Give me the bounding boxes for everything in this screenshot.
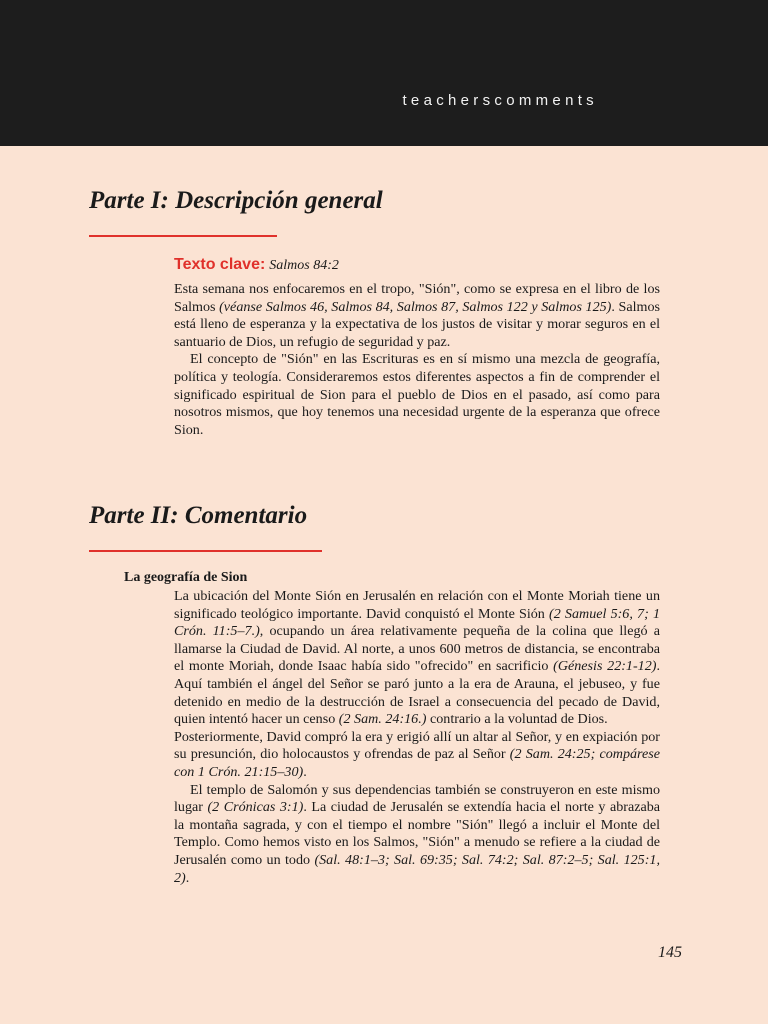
text-run: , ocupando un área relativamente pequeña de la colina que llegó a llamarse la Ciudad de David. Al norte, a unos 600 metros de distancia, se encontraba el monte Moriah, donde Isaac había sido "ofrecido" en sacrificio (174, 623, 661, 675)
text-run: contrario a la voluntad de Dios. (426, 711, 608, 728)
scripture-reference: (Sal. 48:1–3; Sal. 69:35; Sal. 74:2; Sal. 87:2–5; Sal. 125:1, 2) (174, 851, 660, 886)
part1-paragraph-2: El concepto de "Sión" en las Escrituras es en sí mismo una mezcla de geografía, política y teología. Consideraremos estos diferentes aspectos a fin de comprender el significado espiritual de Sion para el pueblo de Dios en el pasado, así como para nosotros mismos, que hoy tenemos una necesidad urgente de la esperanza que ofrece Sion. (174, 351, 660, 438)
page-number: 145 (658, 944, 682, 961)
scripture-reference: (2 Sam. 24:16.) (338, 711, 427, 728)
part2-body (174, 588, 660, 887)
part2-paragraph-1 (174, 588, 660, 729)
section-subheading: La geografía de Sion (124, 570, 248, 585)
text-run: . Salmos está lleno de esperanza y la expectativa de los justos de visitar y morar seguros en el santuario de Dios, un refugio de seguridad y paz. (174, 298, 660, 350)
brand-wordmark: teacherscomments (402, 92, 598, 109)
part1-paragraph-1 (174, 281, 660, 351)
text-run: . (185, 869, 190, 886)
header-bar (0, 0, 768, 146)
scripture-reference: (2 Samuel 5:6, 7; 1 Crón. 11:5–7.) (174, 605, 660, 640)
text-run: . La ciudad de Jerusalén se extendía hacia el norte y abrazaba la montaña sagrada, y con el tiempo el nombre "Sión" llegó a incluir el Monte del Templo. Como hemos visto en los Salmos, "Sión" a menudo se refiere a la ciudad de Jerusalén como un todo (174, 799, 661, 868)
text-run: El templo de Salomón y sus dependencias también se construyeron en este mismo lugar (174, 781, 660, 816)
key-text-label: Texto clave: (174, 256, 266, 273)
scripture-reference: (2 Crónicas 3:1) (207, 799, 304, 816)
part2-paragraph-3 (174, 782, 660, 888)
part1-title: Parte I: Descripción general (89, 187, 383, 214)
text-run: La ubicación del Monte Sión en Jerusalén en relación con el Monte Moriah tiene un significado teológico importante. David conquistó el Monte Sión (174, 588, 660, 622)
part1-title-underline (89, 235, 277, 237)
text-run: Esta semana nos enfocaremos en el tropo, "Sión", como se expresa en el libro de los Salmos (174, 281, 660, 315)
key-text-line (174, 256, 339, 274)
text-run: . (303, 763, 307, 780)
part1-body (174, 281, 660, 439)
text-run: . Aquí también el ángel del Señor se paró junto a la era de Arauna, el jebuseo, y fue detenido en medio de la destrucción de Israel a consecuencia del pecado de David, quien intentó hacer un censo (174, 658, 660, 728)
part2-paragraph-2 (174, 729, 660, 782)
scripture-reference: (2 Sam. 24:25; compárese con 1 Crón. 21:15–30) (174, 746, 660, 780)
part2-title: Parte II: Comentario (89, 502, 308, 529)
key-text-reference: Salmos 84:2 (269, 258, 339, 273)
scripture-reference: (Génesis 22:1-12) (553, 658, 657, 675)
part2-title-underline (89, 550, 322, 552)
scripture-reference: (véanse Salmos 46, Salmos 84, Salmos 87, Salmos 122 y Salmos 125) (219, 298, 612, 315)
text-run: Posteriormente, David compró la era y erigió allí un altar al Señor, y en expiación por su presunción, dio holocaustos y ofrendas de paz al Señor (174, 728, 660, 763)
